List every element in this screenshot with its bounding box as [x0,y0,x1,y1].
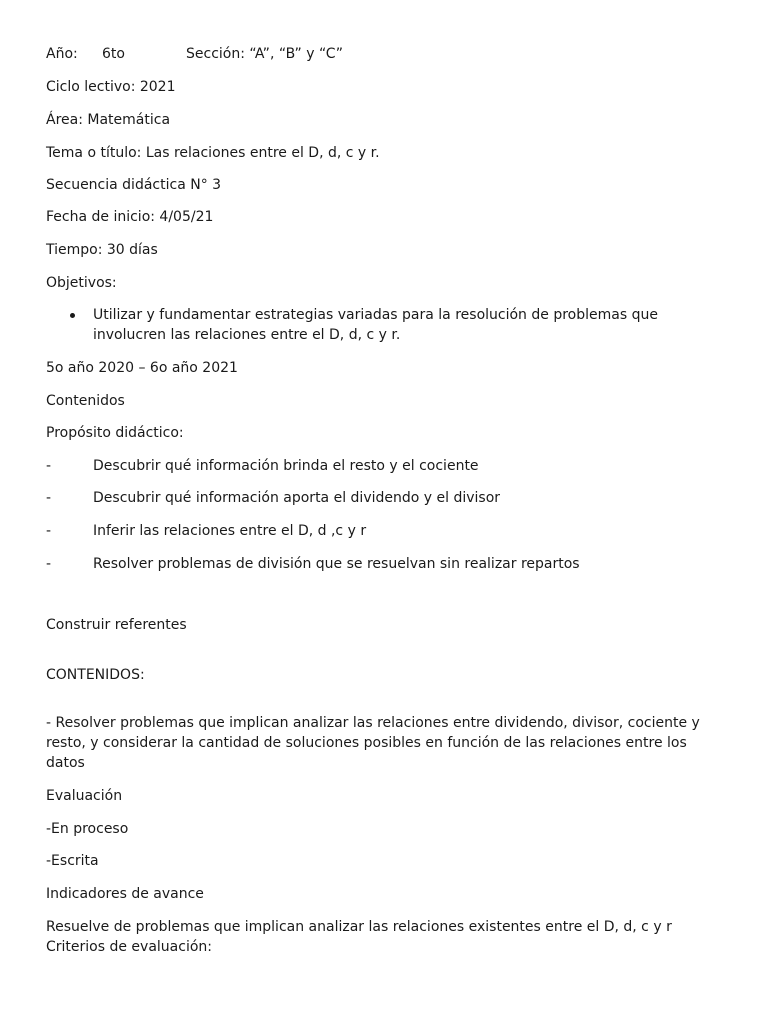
anio-label: Año: [46,46,78,62]
anio-value: 6to [102,46,125,62]
anios-text: 5o año 2020 – 6o año 2021 [46,360,238,376]
tema-text: Tema o título: Las relaciones entre el D, d, c y r. [46,145,380,161]
construir-referentes: Construir referentes [46,617,187,633]
contenidos-heading: CONTENIDOS: [46,667,145,683]
fecha-inicio: Fecha de inicio: 4/05/21 [46,209,214,225]
contenido-parrafo: - Resolver problemas que implican analizar las relaciones entre dividendo, divisor, cociente y resto, y considerar la cantidad de soluciones posibles en función de las relaciones entre los datos [46,715,700,771]
secuencia-text: Secuencia didáctica N° 3 [46,177,222,193]
evaluacion-label: Evaluación [46,788,123,804]
proposito-item: Resolver problemas de división que se resuelvan sin realizar repartos [93,556,580,572]
area-text: Área: Matemática [46,112,171,128]
evaluacion-item: -Escrita [46,853,99,869]
proposito-item: Inferir las relaciones entre el D, d ,c y r [93,523,367,539]
bullet-icon [70,313,75,318]
dash-marker: - [46,556,52,572]
tiempo-text: Tiempo: 30 días [46,242,158,258]
indicador-texto: Resuelve de problemas que implican analizar las relaciones existentes entre el D, d, c y r [46,919,672,935]
objetivo-item: Utilizar y fundamentar estrategias variadas para la resolución de problemas que involucren las relaciones entre el D, d, c y r. [93,307,658,343]
ciclo-lectivo: Ciclo lectivo: 2021 [46,79,176,95]
dash-marker: - [46,523,52,539]
contenidos-label: Contenidos [46,393,125,409]
proposito-label: Propósito didáctico: [46,425,184,441]
dash-marker: - [46,458,52,474]
seccion-text: Sección: “A”, “B” y “C” [186,46,343,62]
proposito-item: Descubrir qué información aporta el dividendo y el divisor [93,490,501,506]
header-row [46,44,726,64]
dash-marker: - [46,490,52,506]
objetivos-label: Objetivos: [46,275,117,291]
evaluacion-item: -En proceso [46,821,129,837]
indicadores-label: Indicadores de avance [46,886,204,902]
criterios-label: Criterios de evaluación: [46,939,212,955]
proposito-item: Descubrir qué información brinda el resto y el cociente [93,458,479,474]
